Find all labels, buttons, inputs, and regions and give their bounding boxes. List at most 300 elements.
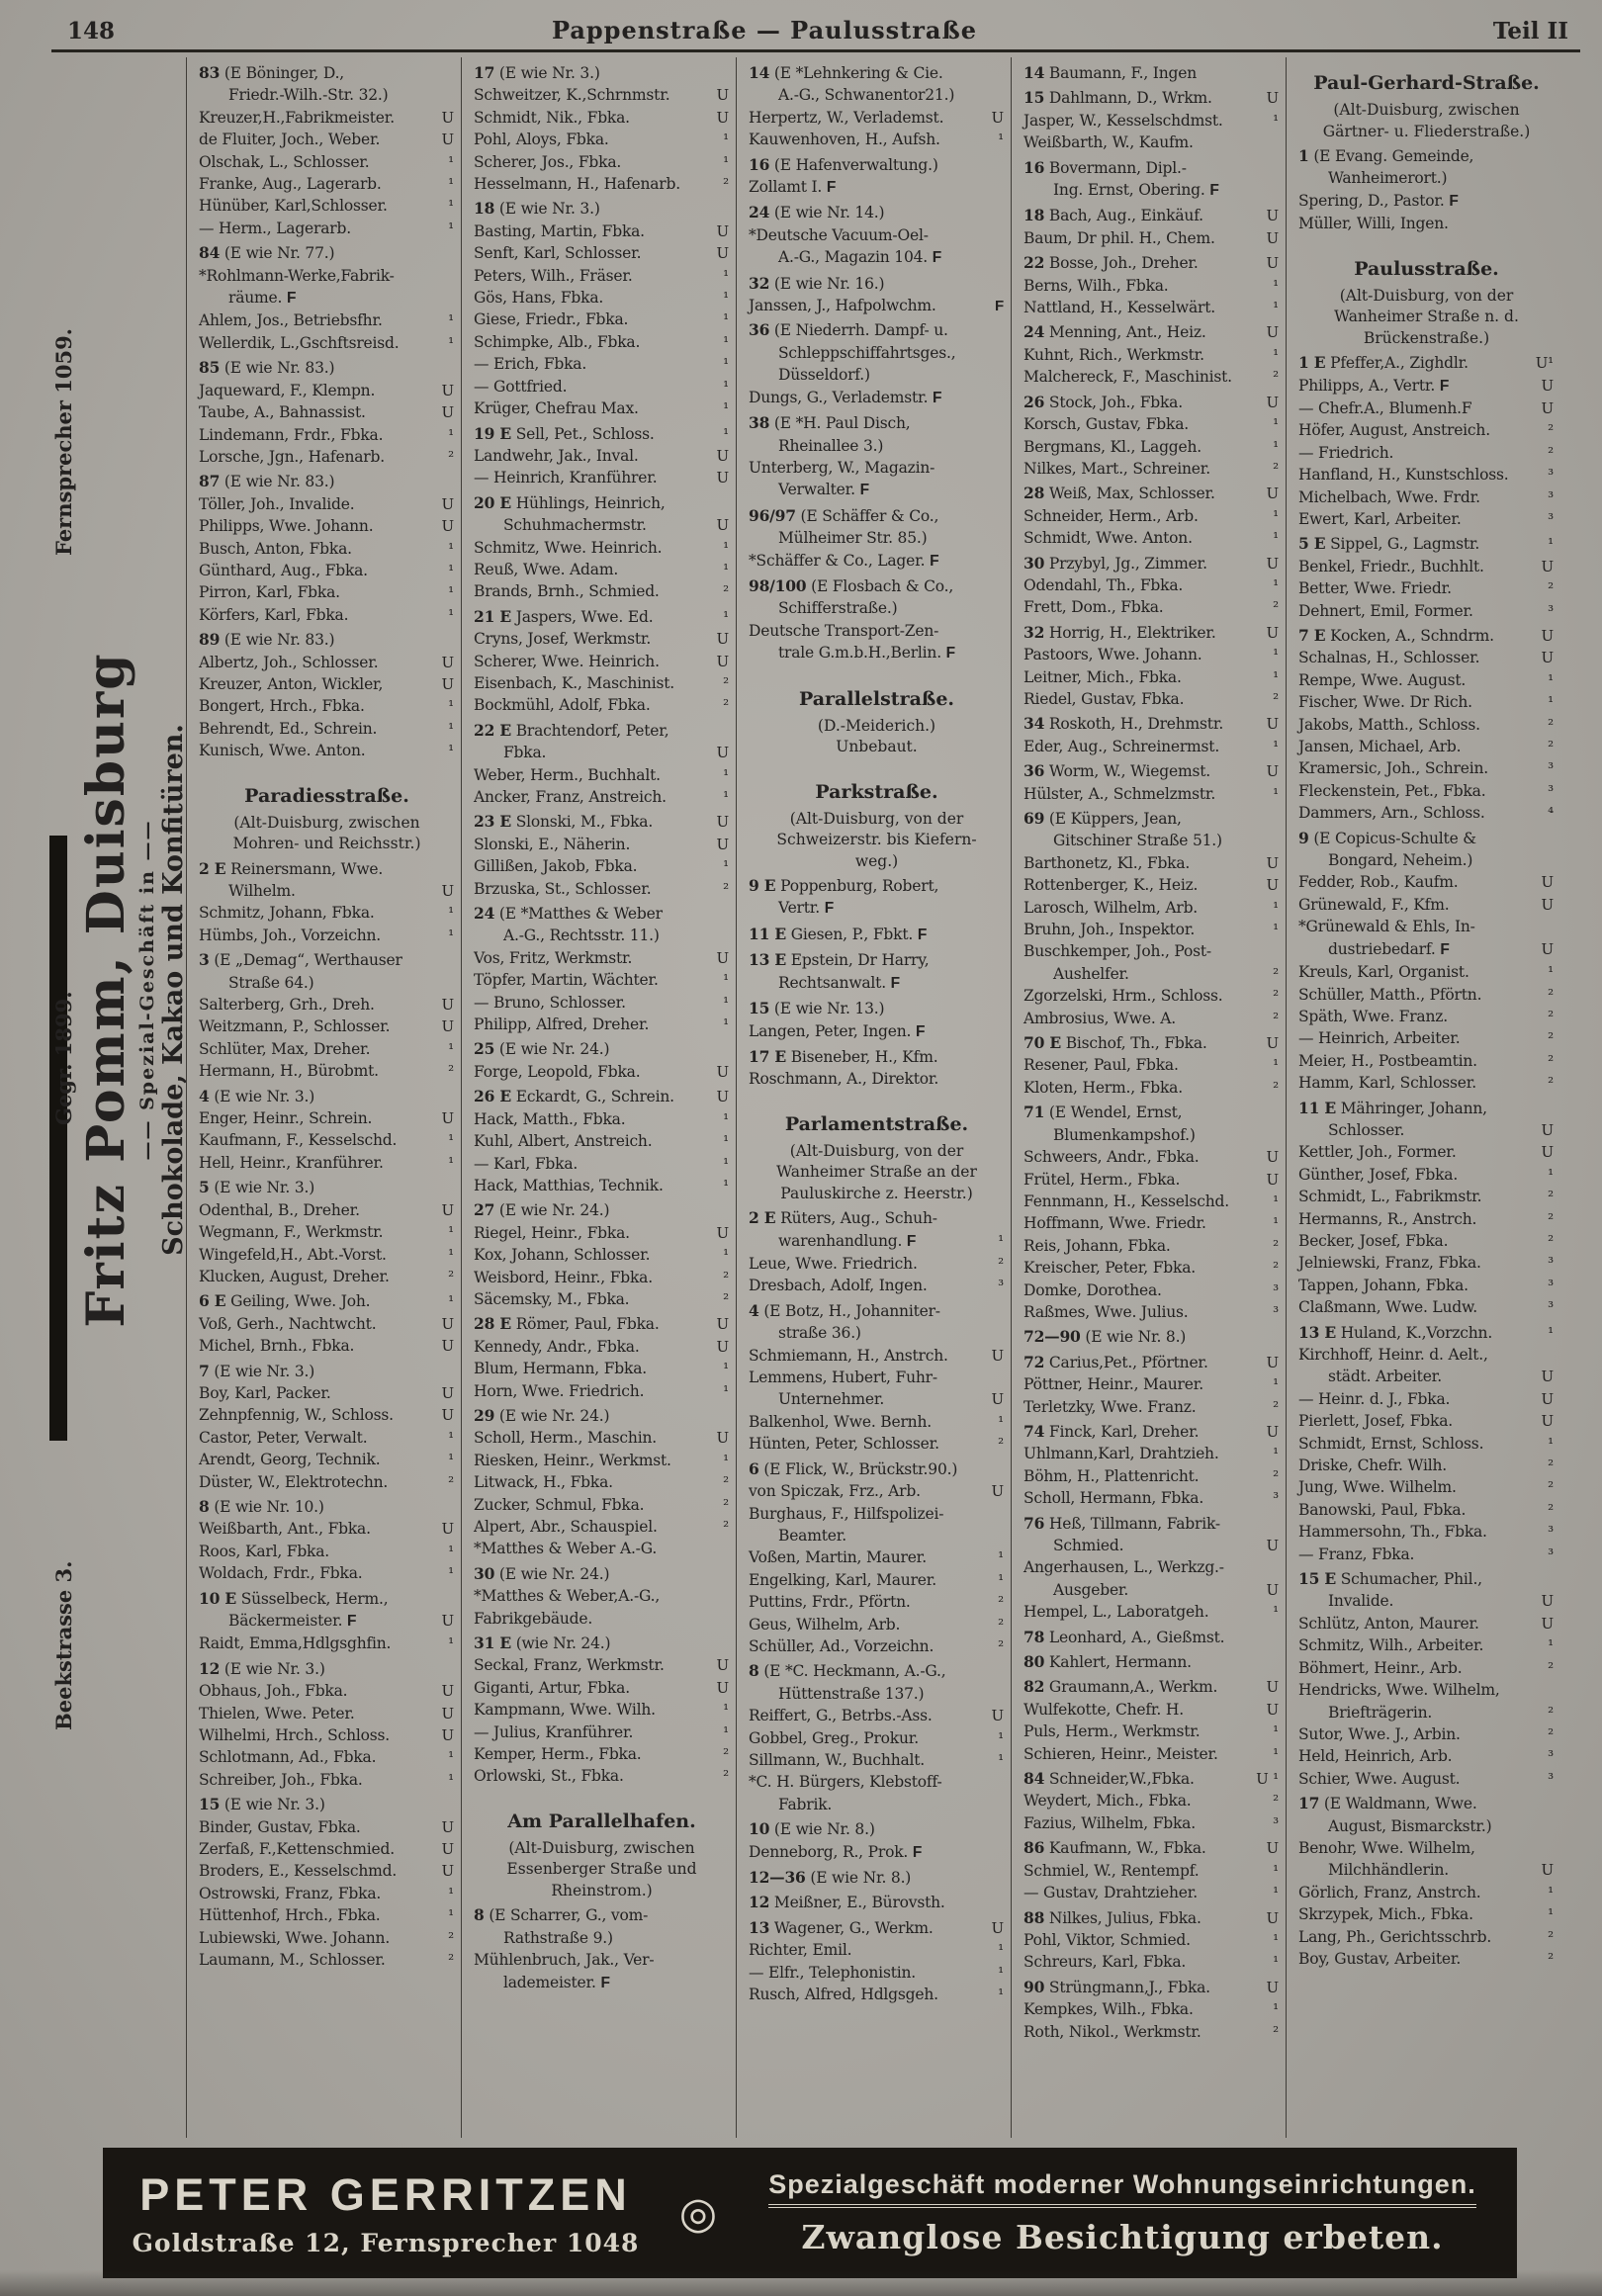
floor-marker: U [716,108,729,127]
resident-entry: Schmitz, Wwe. Heinrich. ¹ [474,537,730,559]
house-entry: 17 (E Waldmann, Wwe. [1298,1794,1477,1813]
floor-marker: ¹ [1273,529,1279,548]
resident-entry: Uhlmann,Karl, Drahtzieh. ¹ [1024,1443,1280,1464]
floor-marker: ² [1273,964,1279,983]
street-heading: Paulusstraße. [1354,257,1499,280]
house-entry: 80 Kahlert, Hermann. [1024,1652,1192,1672]
floor-marker: U [441,653,454,671]
resident-entry: Olschak, L., Schlosser. ¹ [199,151,455,173]
footer-ad-address: Goldstraße 12, Fernsprecher 1048 [132,2228,640,2257]
resident-entry: Voß, Gerh., Nachtwcht. U [199,1313,455,1335]
resident-entry: Brands, Brnh., Schmied. ² [474,580,730,602]
resident-entry: Raßmes, Wwe. Julius. ³ [1024,1301,1280,1323]
house-entry: 4 (E wie Nr. 3.) [199,1086,315,1105]
floor-marker: ¹ [448,1292,454,1311]
resident-entry: Becker, Josef, Fbka. ² [1298,1230,1555,1252]
floor-marker: ¹ [448,1542,454,1560]
floor-marker: U [1266,1580,1279,1599]
floor-marker: U [441,494,454,513]
house-entry: 12 (E wie Nr. 3.) [199,1658,325,1678]
house-entry: 15 Dahlmann, D., Wrkm. U [1024,87,1280,109]
house-entry: 76 Heß, Tillmann, Fabrik- [1024,1513,1220,1533]
floor-marker: U [1266,89,1279,108]
house-entry: 3 (E „Demag“, Werthauser [199,950,402,970]
house-entry: 72 Carius,Pet., Pförtner. U [1024,1352,1280,1373]
resident-entry: Hack, Matthias, Technik. ¹ [474,1175,730,1196]
side-ad-brand: Fritz Pomm, Duisburg [76,652,136,1328]
street-description: (Alt-Duisburg, von der [789,1141,964,1160]
resident-entry: straße 36.) [778,1324,861,1343]
resident-entry: Weber, Herm., Buchhalt. ¹ [474,764,730,786]
resident-entry: Broders, E., Kesselschmd. U [199,1860,455,1882]
house-entry: 18 Bach, Aug., Einkäuf. U [1024,205,1280,226]
floor-marker: U [716,1678,729,1697]
floor-marker: ¹ [998,1570,1004,1589]
floor-marker: ² [1273,1236,1279,1255]
resident-entry: Pohl, Viktor, Schmied. ¹ [1024,1929,1280,1951]
floor-marker: ² [1548,1029,1554,1048]
floor-marker: ¹ [723,857,729,876]
floor-marker: ² [1548,1949,1554,1968]
resident-entry: Kuhl, Albert, Anstreich. ¹ [474,1130,730,1152]
resident-entry: Ambrosius, Wwe. A. ² [1024,1008,1280,1029]
floor-marker: ² [1548,1500,1554,1519]
resident-entry: Kramersic, Joh., Schrein. ³ [1298,757,1555,779]
resident-entry: Peters, Wilh., Fräser. ¹ [474,265,730,287]
resident-entry: von Spiczak, Frz., Arb. U [749,1480,1005,1502]
resident-entry: Buschkemper, Joh., Post- [1024,942,1211,961]
floor-marker: ² [1273,1397,1279,1416]
floor-marker: ¹ [1273,1214,1279,1233]
resident-entry: Meier, H., Postbeamtin. ² [1298,1050,1555,1072]
resident-entry: Hoffmann, Wwe. Friedr. ¹ [1024,1212,1280,1234]
resident-entry: Obhaus, Joh., Fbka. U [199,1680,455,1702]
resident-entry: Lemmens, Hubert, Fuhr- [749,1369,937,1387]
floor-marker: ¹ [448,1428,454,1447]
house-entry: 38 (E *H. Paul Disch, [749,413,911,433]
resident-entry: Kempkes, Wilh., Fbka. ¹ [1024,1998,1280,2020]
floor-marker: ² [998,1435,1004,1454]
floor-marker: ² [448,1472,454,1491]
floor-marker: ¹ [1273,1056,1279,1075]
floor-marker: ¹ [1273,1930,1279,1949]
floor-marker: ² [1273,1466,1279,1485]
floor-marker: ¹ [448,539,454,558]
floor-marker: U [991,108,1004,127]
resident-entry: Ing. Ernst, Obering. F [1053,181,1219,200]
resident-entry: Rottenberger, K., Heiz. U [1024,874,1280,896]
house-entry: 17 E Biseneber, H., Kfm. [749,1046,938,1066]
floor-marker: U [1266,1170,1279,1189]
resident-entry: Alpert, Abr., Schauspiel. ² [474,1516,730,1538]
resident-entry: Mühlenbruch, Jak., Ver- [474,1951,655,1970]
floor-marker: ⁴ [1548,804,1554,823]
house-entry: 22 Bosse, Joh., Dreher. U [1024,252,1280,274]
resident-entry: Schweers, Andr., Fbka. U [1024,1146,1280,1168]
street-heading: Parlamentstraße. [784,1112,969,1135]
house-entry: 10 (E wie Nr. 8.) [749,1819,875,1839]
floor-marker: U [716,516,729,535]
resident-entry: Hell, Heinr., Kranführer. ¹ [199,1152,455,1174]
resident-entry: Angerhausen, L., Werkzg.- [1024,1558,1224,1577]
resident-entry: Bongert, Hrch., Fbka. ¹ [199,695,455,717]
floor-marker: ¹ [448,605,454,624]
resident-entry: Düsseldorf.) [778,366,870,385]
floor-marker: U [716,813,729,832]
resident-entry: Günthard, Aug., Fbka. ¹ [199,560,455,581]
floor-marker: F [995,298,1004,315]
house-entry: 69 (E Küppers, Jean, [1024,809,1182,828]
resident-entry: Riegel, Heinr., Fbka. U [474,1222,730,1244]
resident-entry: Tappen, Johann, Fbka. ³ [1298,1275,1555,1296]
resident-entry: Rheinallee 3.) [778,436,884,455]
resident-entry: Schieren, Heinr., Meister. ¹ [1024,1743,1280,1765]
resident-entry: Kettler, Joh., Former. U [1298,1141,1555,1163]
street-description: (Alt-Duisburg, von der [1339,286,1514,305]
resident-entry: Seckal, Franz, Werkmstr. U [474,1654,730,1676]
resident-entry: Ostrowski, Franz, Fbka. ¹ [199,1883,455,1904]
house-entry: 70 E Bischof, Th., Fbka. U [1024,1032,1280,1054]
resident-entry: Michelbach, Wwe. Frdr. ³ [1298,486,1555,508]
resident-entry: Bongard, Neheim.) [1328,851,1473,870]
footer-ad-left [103,2169,668,2257]
floor-marker: ¹ [723,355,729,374]
house-entry: 13 Wagener, G., Werkm. U [749,1917,1005,1939]
floor-marker: ² [448,1951,454,1970]
resident-entry: Kampmann, Wwe. Wilh. ¹ [474,1699,730,1721]
floor-marker: U [441,1840,454,1859]
footer-ad [103,2148,1517,2278]
directory-column [461,57,736,2138]
house-entry: 16 Bovermann, Dipl.- [1024,157,1187,177]
house-entry: 36 (E Niederrh. Dampf- u. [749,320,948,340]
floor-marker: ¹ [448,1223,454,1242]
resident-entry: Bockmühl, Adolf, Fbka. ² [474,694,730,716]
resident-entry: Wulfekotte, Chefr. H. U [1024,1699,1280,1721]
floor-marker: ¹ [448,197,454,216]
resident-entry: Rusch, Alfred, Hdlgsgeh. ¹ [749,1984,1005,2005]
resident-entry: Albertz, Joh., Schlosser. U [199,652,455,673]
resident-entry: Reiffert, G., Betrbs.-Ass. U [749,1705,1005,1726]
house-entry: 28 E Römer, Paul, Fbka. U [474,1313,730,1335]
resident-entry: Zehnpfennig, W., Schloss. U [199,1404,455,1426]
house-entry: 34 Roskoth, H., Drehmstr. U [1024,713,1280,735]
resident-entry: Horn, Wwe. Friedrich. ¹ [474,1380,730,1402]
floor-marker: ¹ [1273,1861,1279,1880]
resident-entry: Schmiel, W., Rentempf. ¹ [1024,1860,1280,1882]
resident-entry: Beamter. [778,1526,846,1545]
resident-entry: — Gustav, Drahtzieher. ¹ [1024,1882,1280,1903]
floor-marker: U [1266,485,1279,503]
resident-entry: Schweitzer, K.,Schrnmstr. U [474,84,730,106]
resident-entry: Straße 64.) [228,973,314,992]
floor-marker: ³ [1548,1545,1554,1563]
resident-entry: Herpertz, W., Verlademst. U [749,107,1005,129]
street-heading: Am Parallelhafen. [507,1810,696,1832]
floor-marker: U [1541,376,1554,395]
floor-marker: ¹ [1548,1165,1554,1184]
resident-entry: Kuhnt, Rich., Werkmstr. ¹ [1024,344,1280,366]
floor-marker: U [1541,649,1554,667]
resident-entry: Friedr.-Wilh.-Str. 32.) [228,86,389,105]
resident-entry: Philipps, A., Vertr. F U [1298,375,1555,397]
floor-marker: U [1266,323,1279,342]
floor-marker: ² [448,1062,454,1081]
floor-marker: U [991,1707,1004,1725]
floor-marker: U [716,1337,729,1356]
resident-entry: Benkel, Friedr., Buchhlt. U [1298,556,1555,577]
floor-marker: ³ [1548,1747,1554,1766]
resident-entry: Weitzmann, P., Schlosser. U [199,1016,455,1037]
resident-entry: Hamm, Karl, Schlosser. ² [1298,1072,1555,1094]
resident-entry: Giganti, Artur, Fbka. U [474,1677,730,1699]
resident-entry: Ahlem, Jos., Betriebsfhr. ¹ [199,309,455,331]
floor-marker: ¹ [1548,1323,1554,1342]
resident-entry: Körfers, Karl, Fbka. ¹ [199,604,455,626]
floor-marker: ² [723,879,729,898]
side-ad-rotated-content [51,210,189,1770]
floor-marker: U [1266,254,1279,273]
resident-entry: Nilkes, Mart., Schreiner. ² [1024,458,1280,480]
floor-marker: ¹ [723,1722,729,1741]
house-entry: 19 E Sell, Pet., Schloss. ¹ [474,423,730,445]
resident-entry: Sillmann, W., Buchhalt. ¹ [749,1749,1005,1771]
floor-marker: U [441,517,454,536]
floor-marker: U [441,1383,454,1402]
resident-entry: Wilhelm. U [199,880,455,902]
floor-marker: U [441,1726,454,1745]
resident-entry: — Julius, Kranführer. ¹ [474,1722,730,1743]
resident-entry: Scholl, Herm., Maschin. U [474,1427,730,1449]
resident-entry: Banowski, Paul, Fbka. ² [1298,1499,1555,1521]
floor-marker: U [1541,398,1554,417]
resident-entry: Arendt, Georg, Technik. ¹ [199,1449,455,1470]
floor-marker: U [1266,853,1279,872]
resident-entry: Richter, Emil. ¹ [749,1939,1005,1961]
floor-marker: ¹ [723,152,729,171]
floor-marker: ³ [1273,1489,1279,1508]
resident-entry: Pastoors, Wwe. Johann. ¹ [1024,644,1280,665]
floor-marker: ¹ [723,1016,729,1034]
side-ad-product: Schokolade, Kakao und Konfitüren. [158,724,189,1256]
house-entry: 78 Leonhard, A., Gießmst. [1024,1627,1225,1646]
resident-entry: Taube, A., Bahnassist. U [199,401,455,423]
resident-entry: Scherer, Wwe. Heinrich. U [474,651,730,672]
resident-entry: dustriebedarf. F U [1298,938,1555,961]
house-entry: 18 (E wie Nr. 3.) [474,199,600,219]
house-entry: 4 (E Botz, H., Johanniter- [749,1300,940,1320]
house-entry: 74 Finck, Karl, Dreher. U [1024,1421,1280,1443]
resident-entry: Schier, Wwe. August. ³ [1298,1768,1555,1790]
house-entry: 85 (E wie Nr. 83.) [199,358,335,378]
resident-entry: Landwehr, Jak., Inval. U [474,445,730,467]
floor-marker: ² [723,582,729,601]
floor-marker: U [1266,1978,1279,1996]
resident-entry: Säcemsky, M., Fbka. ² [474,1288,730,1310]
resident-entry: — Elfr., Telephonistin. ¹ [749,1962,1005,1984]
resident-entry: Hümbs, Joh., Vorzeichn. ¹ [199,925,455,946]
floor-marker: U [1541,873,1554,892]
street-description: (Alt-Duisburg, zwischen [1333,101,1520,119]
floor-marker: ² [1548,1007,1554,1025]
floor-marker: ¹ [448,1451,454,1469]
resident-entry: — Chefr.A., Blumenh.F U [1298,397,1555,419]
resident-entry: Kloten, Herm., Fbka. ² [1024,1077,1280,1099]
resident-entry: Töller, Joh., Invalide. U [199,493,455,515]
resident-entry: Schalnas, H., Schlosser. U [1298,647,1555,668]
resident-entry: Schlosser. U [1298,1119,1555,1141]
resident-entry: — Heinrich, Arbeiter. ² [1298,1027,1555,1049]
floor-marker: ¹ [448,926,454,944]
resident-entry: warenhandlung. F ¹ [749,1230,1005,1253]
resident-entry: Klucken, August, Dreher. ² [199,1266,455,1287]
floor-marker: ¹ [1273,111,1279,130]
street-description: Wanheimer Straße n. d. [1334,308,1519,326]
street-description: (D.-Meiderich.) [817,716,936,735]
floor-marker: ² [1548,1074,1554,1093]
floor-marker: ¹ [723,1176,729,1194]
resident-entry: Barthonetz, Kl., Fbka. U [1024,852,1280,874]
resident-entry: Orlowski, St., Fbka. ² [474,1765,730,1787]
resident-entry: Dammers, Arn., Schloss. ⁴ [1298,802,1555,824]
floor-marker: ¹ [1548,963,1554,982]
resident-entry: Wilhelmi, Hrch., Schloss. U [199,1724,455,1746]
floor-marker: U [1541,895,1554,914]
resident-entry: Wanheimerort.) [1328,169,1448,188]
resident-entry: Busch, Anton, Fbka. ¹ [199,538,455,560]
house-entry: 87 (E wie Nr. 83.) [199,472,335,491]
floor-marker: U [716,1656,729,1675]
floor-marker: ¹ [1273,345,1279,364]
floor-marker: U [1541,939,1554,958]
floor-marker: U [991,1482,1004,1501]
resident-entry: Rechtsanwalt. F [778,973,900,992]
floor-marker: ¹ [723,560,729,578]
floor-marker: ¹ [723,131,729,149]
resident-entry: Frett, Dom., Fbka. ² [1024,596,1280,618]
resident-entry: Slonski, E., Näherin. U [474,834,730,855]
resident-entry: Riesken, Heinr., Werkmst. ¹ [474,1450,730,1471]
floor-marker: ¹ [1273,299,1279,317]
resident-entry: Kaufmann, F., Kesselschd. ¹ [199,1129,455,1151]
floor-marker: U [1266,1908,1279,1927]
floor-marker: U [991,1918,1004,1937]
street-description: Brückenstraße.) [1363,328,1490,347]
house-entry: 27 (E wie Nr. 24.) [474,1200,610,1220]
floor-marker: ¹ [1273,1884,1279,1902]
floor-marker: ² [723,1289,729,1308]
resident-entry: Rempe, Wwe. August. ¹ [1298,669,1555,691]
house-entry: 30 Przybyl, Jg., Zimmer. U [1024,553,1280,574]
resident-entry: Voßen, Martin, Maurer. ¹ [749,1546,1005,1568]
floor-marker: ¹ [723,1154,729,1173]
street-heading: Parallelstraße. [798,687,955,710]
floor-marker: ² [1548,1658,1554,1677]
side-ad-street: Beekstrasse 3. [51,1560,76,1730]
floor-marker: ² [1548,1188,1554,1206]
resident-entry: Raidt, Emma,Hdlgsghfin. ¹ [199,1633,455,1654]
resident-entry: Schleppschiffahrtsges., [778,343,956,362]
floor-marker: U [716,446,729,465]
resident-entry: A.-G., Schwanentor21.) [778,86,955,105]
resident-entry: Gös, Hans, Fbka. ¹ [474,287,730,309]
floor-marker: U [441,131,454,149]
house-entry: 17 (E wie Nr. 3.) [474,63,600,82]
floor-marker: ¹ [1548,693,1554,712]
resident-entry: Kox, Johann, Schlosser. ¹ [474,1244,730,1266]
floor-marker: U [1266,393,1279,411]
floor-marker: ¹ [998,1231,1004,1250]
floor-marker: ¹ [448,425,454,444]
floor-marker: ¹ [1273,921,1279,939]
floor-marker: ¹ [1548,1434,1554,1453]
resident-entry: Schimpke, Alb., Fbka. ¹ [474,331,730,353]
floor-marker: ¹ [448,1906,454,1925]
floor-marker: ¹ [448,1634,454,1653]
resident-entry: Schmiemann, H., Anstrch. U [749,1345,1005,1367]
resident-entry: Späth, Wwe. Franz. ² [1298,1006,1555,1027]
resident-entry: lademeister. F [503,1973,610,1991]
resident-entry: Senft, Karl, Schlosser. U [474,242,730,264]
resident-entry: Hammersohn, Th., Fbka. ³ [1298,1521,1555,1543]
footer-ad-emblem-icon: ◎ [678,2187,718,2239]
floor-marker: ² [723,696,729,715]
floor-marker: ¹ [448,1884,454,1902]
resident-entry: Driske, Chefr. Wilh. ² [1298,1455,1555,1476]
floor-marker: ² [1273,1259,1279,1278]
house-entry: 23 E Slonski, M., Fbka. U [474,811,730,833]
resident-entry: Fabrikgebäude. [474,1609,593,1628]
house-entry: 9 (E Copicus-Schulte & [1298,828,1476,847]
house-entry: 29 (E wie Nr. 24.) [474,1405,610,1425]
resident-entry: Blum, Hermann, Fbka. ¹ [474,1358,730,1379]
floor-marker: ³ [1548,781,1554,800]
resident-entry: Held, Heinrich, Arb. ³ [1298,1745,1555,1767]
floor-marker: ² [1273,598,1279,617]
page-title: Pappenstraße — Paulusstraße [551,16,977,44]
page-number: 148 [67,18,116,44]
floor-marker: ¹ [1273,898,1279,917]
footer-ad-line2: Zwanglose Besichtigung erbeten. [801,2218,1444,2256]
floor-marker: ¹ [448,311,454,330]
resident-entry: Fazius, Wilhelm, Fbka. ³ [1024,1812,1280,1834]
street-description: (Alt-Duisburg, zwischen [233,813,420,832]
floor-marker: ² [1273,689,1279,708]
house-entry: 83 (E Böninger, D., [199,63,345,82]
resident-entry: trale G.m.b.H.,Berlin. F [778,644,955,662]
resident-entry: *Deutsche Vacuum-Oel- [749,225,929,244]
floor-marker: U ¹ [1256,1770,1279,1789]
spacer [749,665,1005,675]
floor-marker: ¹ [723,289,729,308]
resident-entry: Kreuls, Karl, Organist. ¹ [1298,961,1555,983]
resident-entry: Dehnert, Emil, Former. ³ [1298,600,1555,622]
resident-entry: Höfer, August, Anstreich. ² [1298,419,1555,441]
house-entry: 12 Meißner, E., Bürovsth. [749,1893,945,1912]
resident-entry: Böhm, H., Plattenricht. ² [1024,1465,1280,1487]
street-description: Pauluskirche z. Heerstr.) [780,1184,973,1202]
resident-entry: *Rohlmann-Werke,Fabrik- [199,266,395,285]
resident-entry: räume. F [228,289,297,308]
floor-marker: ¹ [1273,506,1279,525]
floor-marker: ¹ [998,131,1004,149]
resident-entry: Bergmans, Kl., Laggeh. ¹ [1024,436,1280,458]
floor-marker: U [441,1109,454,1128]
resident-entry: Zerfaß, F.,Kettenschmied. U [199,1838,455,1860]
house-entry: 88 Nilkes, Julius, Fbka. U [1024,1907,1280,1929]
floor-marker: U [1266,876,1279,895]
floor-marker: ³ [1548,1298,1554,1317]
